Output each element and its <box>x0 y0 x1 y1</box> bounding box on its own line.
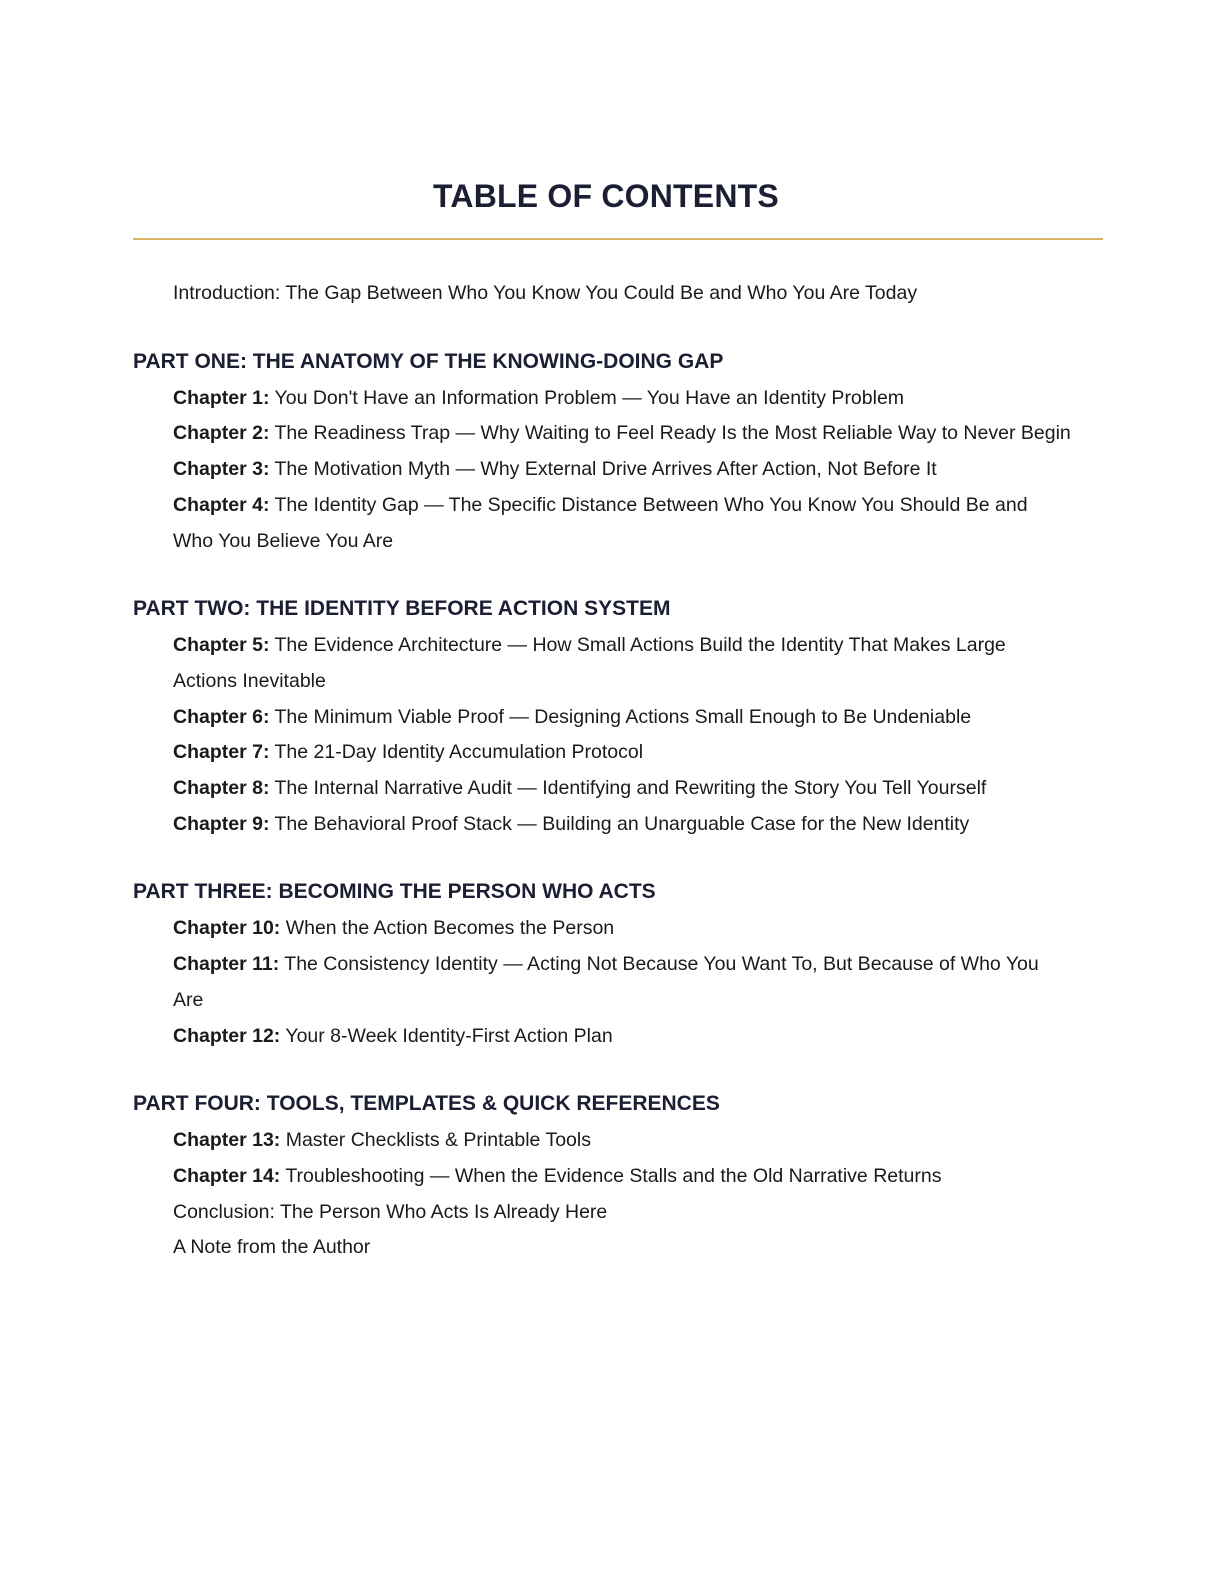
toc-entry-chapter-4[interactable] <box>173 488 1073 559</box>
chapter-number: Chapter 8: <box>173 777 270 800</box>
toc-entry-chapter-1[interactable] <box>173 381 1073 417</box>
chapter-number: Chapter 10: <box>173 917 281 940</box>
chapter-number: Chapter 7: <box>173 741 270 764</box>
toc-entry-chapter-2[interactable] <box>173 416 1073 452</box>
chapter-title: The Consistency Identity — Acting Not Because You Want To, But Because of Who You Are <box>173 953 1039 1011</box>
toc-entry-chapter-10[interactable] <box>173 911 1073 947</box>
toc-entry-chapter-3[interactable] <box>173 452 1073 488</box>
chapter-title: The 21-Day Identity Accumulation Protocol <box>274 741 644 764</box>
toc-entry-chapter-11[interactable] <box>173 947 1073 1018</box>
chapter-title: The Internal Narrative Audit — Identifying and Rewriting the Story You Tell Yourself <box>274 777 987 800</box>
chapter-number: Chapter 3: <box>173 458 270 481</box>
toc-entry-chapter-7[interactable] <box>173 735 1073 771</box>
toc-entry-chapter-12[interactable] <box>173 1019 1073 1055</box>
chapter-title: Your 8-Week Identity-First Action Plan <box>285 1024 613 1047</box>
chapter-title: The Identity Gap — The Specific Distance Between Who You Know You Should Be and Who You Believe You Are <box>173 493 1028 552</box>
part-two <box>133 591 1103 842</box>
toc-entry-chapter-14[interactable] <box>173 1159 1073 1195</box>
chapter-title: When the Action Becomes the Person <box>285 917 615 940</box>
chapter-title: You Don't Have an Information Problem — You Have an Identity Problem <box>274 386 905 409</box>
toc-entry-chapter-9[interactable] <box>173 807 1073 843</box>
page-title: TABLE OF CONTENTS <box>433 178 779 214</box>
chapter-title: The Behavioral Proof Stack — Building an Unarguable Case for the New Identity <box>274 812 970 835</box>
chapter-number: Chapter 9: <box>173 812 270 835</box>
chapter-number: Chapter 6: <box>173 705 270 728</box>
part-one <box>133 344 1103 560</box>
chapter-title: The Readiness Trap — Why Waiting to Feel Ready Is the Most Reliable Way to Never Begin <box>274 422 1071 445</box>
chapter-number: Chapter 12: <box>173 1024 281 1047</box>
chapter-number: Chapter 5: <box>173 634 270 657</box>
toc-list <box>133 276 1103 1266</box>
chapter-title: The Motivation Myth — Why External Drive Arrives After Action, Not Before It <box>274 458 937 481</box>
toc-entry-author-note[interactable]: A Note from the Author <box>173 1236 371 1259</box>
toc-entry-introduction[interactable]: Introduction: The Gap Between Who You Know You Could Be and Who You Are Today <box>173 282 918 304</box>
chapter-title: Troubleshooting — When the Evidence Stalls and the Old Narrative Returns <box>285 1164 942 1187</box>
part-heading[interactable]: PART TWO: THE IDENTITY BEFORE ACTION SYSTEM <box>133 597 671 621</box>
chapter-title: The Minimum Viable Proof — Designing Actions Small Enough to Be Undeniable <box>274 705 972 728</box>
chapter-number: Chapter 14: <box>173 1164 281 1187</box>
part-heading[interactable]: PART THREE: BECOMING THE PERSON WHO ACTS <box>133 880 656 904</box>
part-heading[interactable]: PART FOUR: TOOLS, TEMPLATES & QUICK REFERENCES <box>133 1092 720 1116</box>
chapter-number: Chapter 11: <box>173 953 280 976</box>
chapter-number: Chapter 2: <box>173 422 270 445</box>
part-three <box>133 874 1103 1054</box>
part-four <box>133 1086 1103 1266</box>
chapter-number: Chapter 1: <box>173 386 270 409</box>
chapter-title: The Evidence Architecture — How Small Actions Build the Identity That Makes Large Actions Inevitable <box>173 634 1006 692</box>
chapter-number: Chapter 13: <box>173 1129 281 1152</box>
toc-entry-chapter-13[interactable] <box>173 1123 1073 1159</box>
chapter-title: Master Checklists & Printable Tools <box>285 1129 591 1152</box>
chapter-number: Chapter 4: <box>173 493 270 516</box>
toc-entry-chapter-6[interactable] <box>173 700 1073 736</box>
title-divider <box>133 238 1103 240</box>
toc-entry-conclusion[interactable]: Conclusion: The Person Who Acts Is Already Here <box>173 1200 608 1223</box>
part-heading[interactable]: PART ONE: THE ANATOMY OF THE KNOWING-DOING GAP <box>133 349 724 373</box>
toc-entry-chapter-8[interactable] <box>173 771 1073 807</box>
toc-entry-chapter-5[interactable] <box>173 628 1073 699</box>
